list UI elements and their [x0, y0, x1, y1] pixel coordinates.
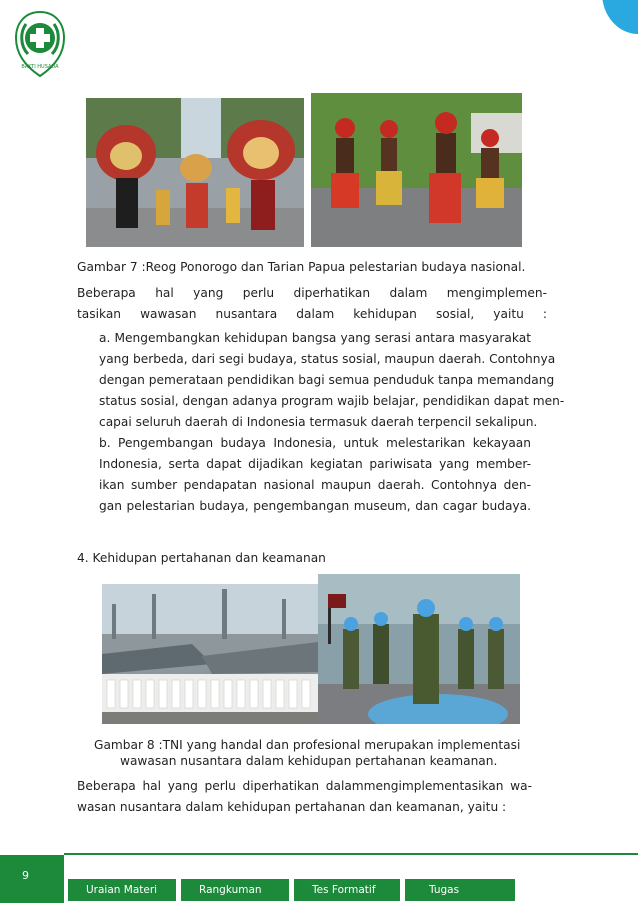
text-line: dengan pemerataan pendidikan bagi semua penduduk tanpa memandang: [99, 373, 555, 387]
tab-uraian-materi[interactable]: Uraian Materi: [68, 879, 176, 901]
text-line: status sosial, dengan adanya program wajib belajar, pendidikan dapat men-: [99, 394, 565, 408]
svg-text:BAKTI HUSADA: BAKTI HUSADA: [21, 64, 59, 70]
text-line: Beberapa hal yang perlu diperhatikan dalam mengimplemen-: [77, 286, 547, 300]
tab-tes-formatif[interactable]: Tes Formatif: [294, 879, 400, 901]
text-line: a. Mengembangkan kehidupan bangsa yang serasi antara masyarakat: [99, 331, 531, 345]
text-line: wasan nusantara dalam kehidupan pertahanan dan keamanan, yaitu :: [77, 800, 507, 814]
text-line: gan pelestarian budaya, pengembangan museum, dan cagar budaya.: [99, 499, 531, 513]
intro-paragraph-defense: [77, 776, 532, 818]
figure-8-caption: [94, 737, 534, 769]
list-item-b: [99, 433, 531, 517]
intro-paragraph-social: [77, 283, 547, 325]
tab-tugas[interactable]: Tugas: [405, 879, 515, 901]
navy-ships-parade-photo: [102, 584, 318, 724]
text-line: capai seluruh daerah di Indonesia termasuk daerah terpencil sekalipun.: [99, 415, 538, 429]
corner-accent: [602, 0, 638, 34]
army-soldiers-parade-photo: [318, 574, 520, 724]
page-number: 9: [22, 869, 29, 882]
tarian-papua-photo: [311, 93, 522, 247]
section-4-heading: 4. Kehidupan pertahanan dan keamanan: [77, 551, 326, 565]
text-line: Beberapa hal yang perlu diperhatikan dalammengimplementasikan wa-: [77, 779, 532, 793]
caption-line: wawasan nusantara dalam kehidupan pertahanan keamanan.: [120, 754, 498, 768]
footer-divider: [64, 853, 638, 855]
tab-rangkuman[interactable]: Rangkuman: [181, 879, 289, 901]
reog-ponorogo-photo: [86, 98, 304, 247]
figure-7-caption: Gambar 7 :Reog Ponorogo dan Tarian Papua pelestarian budaya nasional.: [77, 260, 526, 274]
text-line: ikan sumber pendapatan nasional maupun daerah. Contohnya den-: [99, 478, 531, 492]
list-item-a: [99, 328, 565, 433]
caption-line: Gambar 8 :TNI yang handal dan profesional merupakan implementasi: [94, 738, 521, 752]
bakti-husada-logo: [14, 8, 66, 80]
text-line: Indonesia, serta dapat dijadikan kegiatan pariwisata yang member-: [99, 457, 531, 471]
page-number-box: [0, 855, 64, 903]
text-line: tasikan wawasan nusantara dalam kehidupan sosial, yaitu :: [77, 307, 547, 321]
text-line: yang berbeda, dari segi budaya, status sosial, maupun daerah. Contohnya: [99, 352, 556, 366]
text-line: b. Pengembangan budaya Indonesia, untuk melestarikan kekayaan: [99, 436, 531, 450]
